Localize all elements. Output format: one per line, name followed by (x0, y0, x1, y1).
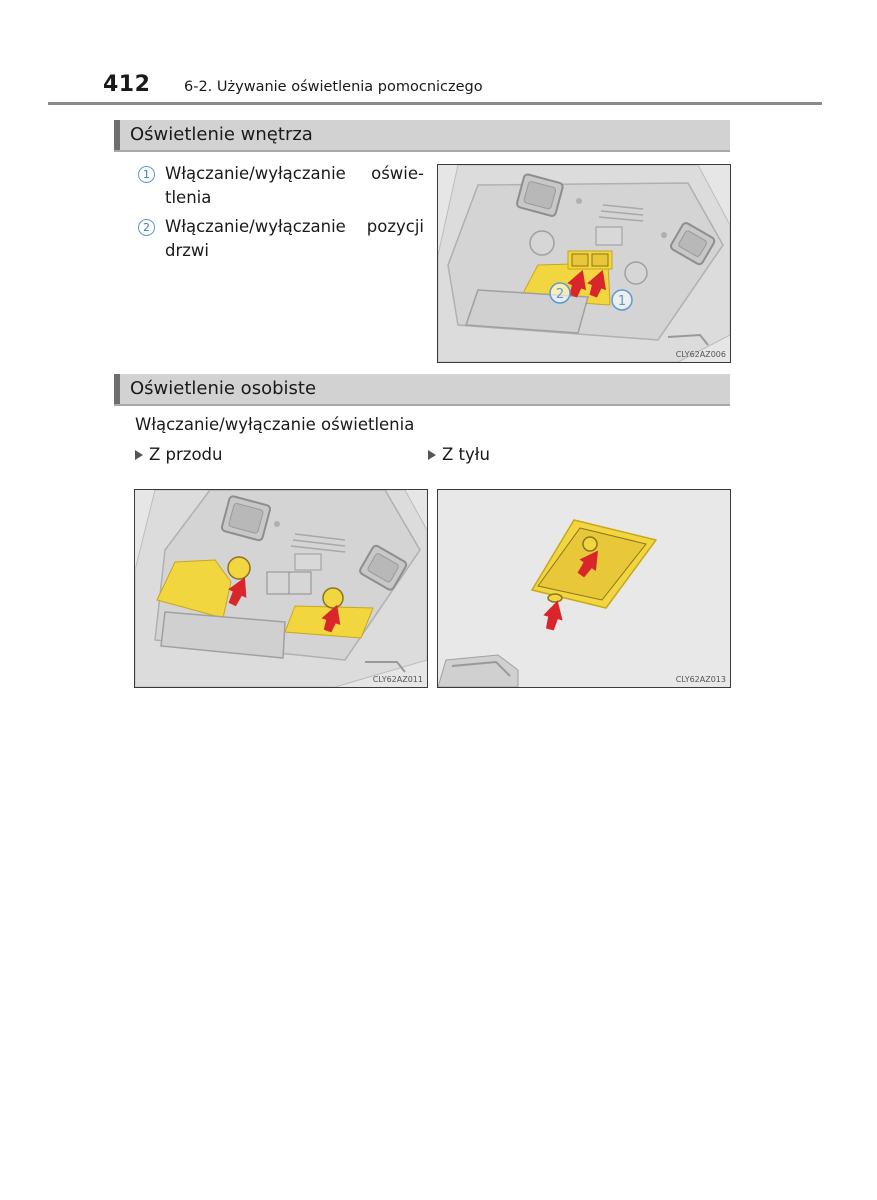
figure-rear-personal-light (437, 489, 731, 688)
page-number: 412 (103, 72, 151, 97)
figure-code: CLY62AZ013 (675, 675, 726, 684)
callout-marker-1: 1 (138, 166, 155, 183)
callout-1: 1 (617, 294, 627, 309)
list-item-text: Włączanie/wyłączanie oświe-tlenia (165, 164, 424, 207)
list-item-text: Włączanie/wyłączanie pozycji drzwi (165, 217, 424, 260)
triangle-bullet-icon (135, 450, 143, 460)
figure-front-personal-light (134, 489, 428, 688)
section-heading-personal (114, 374, 730, 406)
rear-lamp-illustration (438, 490, 730, 687)
list-item-interior-2 (138, 215, 424, 263)
callout-2: 2 (555, 287, 565, 302)
figure-interior-light (437, 164, 731, 363)
front-console-illustration (135, 490, 427, 687)
section-title: Oświetlenie osobiste (130, 378, 317, 399)
triangle-bullet-icon (428, 450, 436, 460)
chapter-title: 6-2. Używanie oświetlenia pomocniczego (184, 79, 483, 95)
bullet-rear-label: Z tyłu (442, 445, 490, 464)
list-item-interior-1 (138, 162, 424, 210)
description-text: Włączanie/wyłączanie oświetlenia (135, 415, 415, 434)
overhead-console-illustration (438, 165, 730, 362)
bullet-rear (428, 445, 490, 464)
section-accent (114, 120, 120, 150)
section-accent (114, 374, 120, 404)
callout-marker-2: 2 (138, 219, 155, 236)
figure-code: CLY62AZ006 (675, 350, 726, 359)
figure-code: CLY62AZ011 (372, 675, 423, 684)
section-heading-interior (114, 120, 730, 152)
header-rule (48, 102, 822, 105)
bullet-front-label: Z przodu (149, 445, 223, 464)
bullet-front (135, 445, 223, 464)
section-title: Oświetlenie wnętrza (130, 124, 313, 145)
